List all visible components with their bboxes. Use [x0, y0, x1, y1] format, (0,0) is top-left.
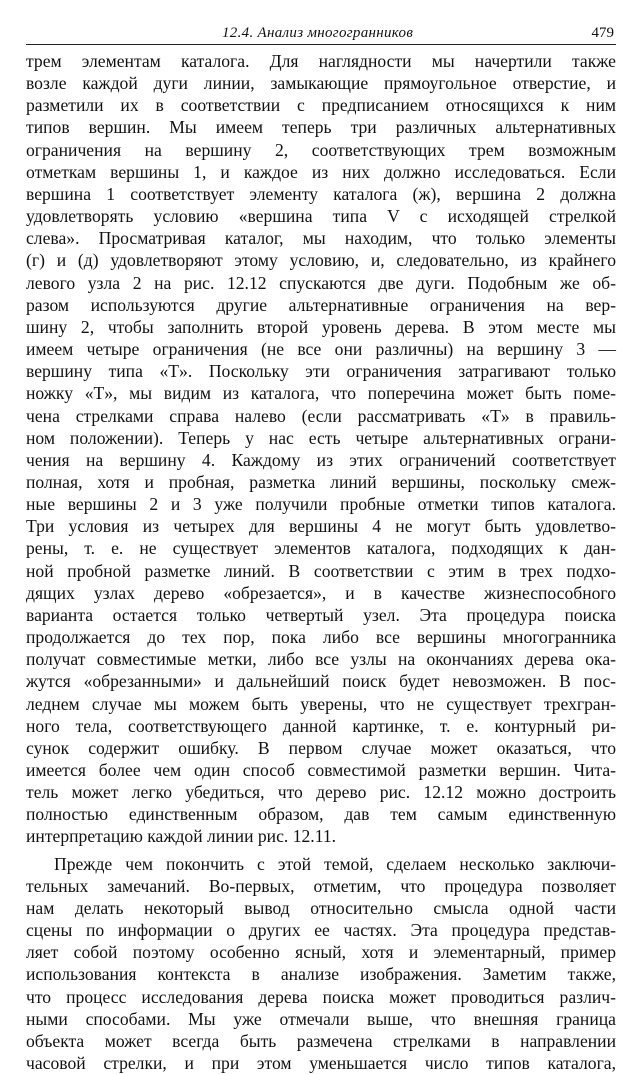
paragraph — [26, 50, 616, 848]
text-line: дящих узлах дерево «обрезается», и в качестве жизнеспособного — [26, 582, 616, 603]
text-line: ограничения на вершину 2, соответствующих трем возможным — [26, 139, 616, 160]
text-line: отметкам вершины 1, и каждое из них должно исследоваться. Если — [26, 161, 616, 182]
text-line: ными способами. Мы уже отмечали выше, что внешняя граница — [26, 1008, 616, 1029]
text-line: жутся «обрезанными» и дальнейший поиск будет невозможен. В пос- — [26, 671, 616, 692]
book-page — [26, 22, 616, 1074]
page-number: 479 — [591, 25, 614, 41]
text-line: чена стрелками справа налево (если рассматривать «T» в правиль- — [26, 405, 616, 426]
text-line: сунок содержит ошибку. В первом случае может оказаться, что — [26, 737, 616, 758]
text-line: варианта остается только четвертый узел. Эта процедура поиска — [26, 604, 616, 625]
text-line: полная, хотя и пробная, разметка линий вершины, поскольку смеж- — [26, 471, 616, 492]
text-line: объекта может всегда быть размечена стрелками в направлении — [26, 1030, 616, 1051]
text-line: Прежде чем покончить с этой темой, сделаем несколько заключи- — [54, 853, 616, 874]
text-line: Три условия из четырех для вершины 4 не могут быть удовлетво- — [26, 516, 616, 537]
text-line: возле каждой дуги линии, замыкающие прямоугольное отверстие, и — [26, 73, 616, 94]
text-line: слева». Просматривая каталог, мы находим, что только элементы — [26, 228, 616, 249]
text-line: (г) и (д) удовлетворяют этому условию, и, следовательно, из крайнего — [26, 250, 616, 271]
text-line: вершину типа «T». Поскольку эти ограничения затрагивают только — [26, 361, 616, 382]
text-line: шину 2, чтобы заполнить второй уровень дерева. В этом месте мы — [26, 316, 616, 337]
text-line: удовлетворять условию «вершина типа V с исходящей стрелкой — [26, 206, 616, 227]
text-line: ножку «T», мы видим из каталога, что поперечина может быть поме- — [26, 383, 616, 404]
text-line: трем элементам каталога. Для наглядности мы начертили также — [26, 51, 616, 71]
paragraph — [26, 853, 616, 1074]
text-line: ного тела, соответствующего данной картинке, т. е. контурный ри- — [26, 715, 616, 736]
text-line: ляет собой поэтому особенно ясный, хотя и элементарный, пример — [26, 942, 616, 963]
text-line: часовой стрелки, и при этом уменьшается число типов каталога, — [26, 1053, 616, 1074]
text-line: вершина 1 соответствует элементу каталога (ж), вершина 2 должна — [26, 183, 616, 204]
text-line: имеем четыре ограничения (не все они различны) на вершину 3 — — [26, 339, 616, 360]
text-line: получат совместимые метки, либо все узлы на окончаниях дерева ока- — [26, 649, 616, 670]
running-title: 12.4. Анализ многогранников — [222, 25, 414, 41]
text-line: ной пробной разметке линий. В соответствии с этим в трех подхо- — [26, 560, 616, 581]
text-line: полностью единственным образом, дав тем самым единственную — [26, 804, 616, 825]
text-line: тельных замечаний. Во-первых, отметим, что процедура позволяет — [26, 875, 616, 896]
text-line: ные вершины 2 и 3 уже получили пробные отметки типов каталога. — [26, 494, 616, 515]
text-line: разметили их в соответствии с предписанием относящихся к ним — [26, 95, 616, 116]
text-line: использования контекста в анализе изображения. Заметим также, — [26, 964, 616, 985]
text-line: тель может легко убедиться, что дерево рис. 12.12 можно достроить — [26, 782, 616, 803]
text-line: типов вершин. Мы имеем теперь три различных альтернативных — [26, 117, 616, 138]
text-line: рены, т. е. не существует элементов каталога, подходящих к дан- — [26, 538, 616, 559]
text-line: интерпретацию каждой линии рис. 12.11. — [26, 826, 337, 847]
text-line: имеется более чем один способ совместимой разметки вершин. Чита- — [26, 760, 616, 780]
text-line: что процесс исследования дерева поиска может проводиться различ- — [26, 986, 616, 1007]
running-header — [26, 22, 616, 45]
text-line: продолжается до тех пор, пока либо все вершины многогранника — [26, 627, 616, 648]
text-line: сцены по информации о других ее частях. Эта процедура представ- — [26, 920, 616, 941]
text-line: ном положении). Теперь у нас есть четыре альтернативных ограни- — [26, 427, 616, 448]
text-line: нам делать некоторый вывод относительно смысла одной части — [26, 897, 616, 918]
body-text — [26, 50, 616, 1074]
text-line: разом используются другие альтернативные ограничения на вер- — [26, 294, 616, 315]
text-line: леднем случае мы можем быть уверены, что не существует трехгран- — [26, 693, 616, 714]
text-line: чения на вершину 4. Каждому из этих ограничений соответствует — [26, 449, 616, 470]
text-line: левого узла 2 на рис. 12.12 спускаются две дуги. Подобным же об- — [26, 272, 616, 293]
